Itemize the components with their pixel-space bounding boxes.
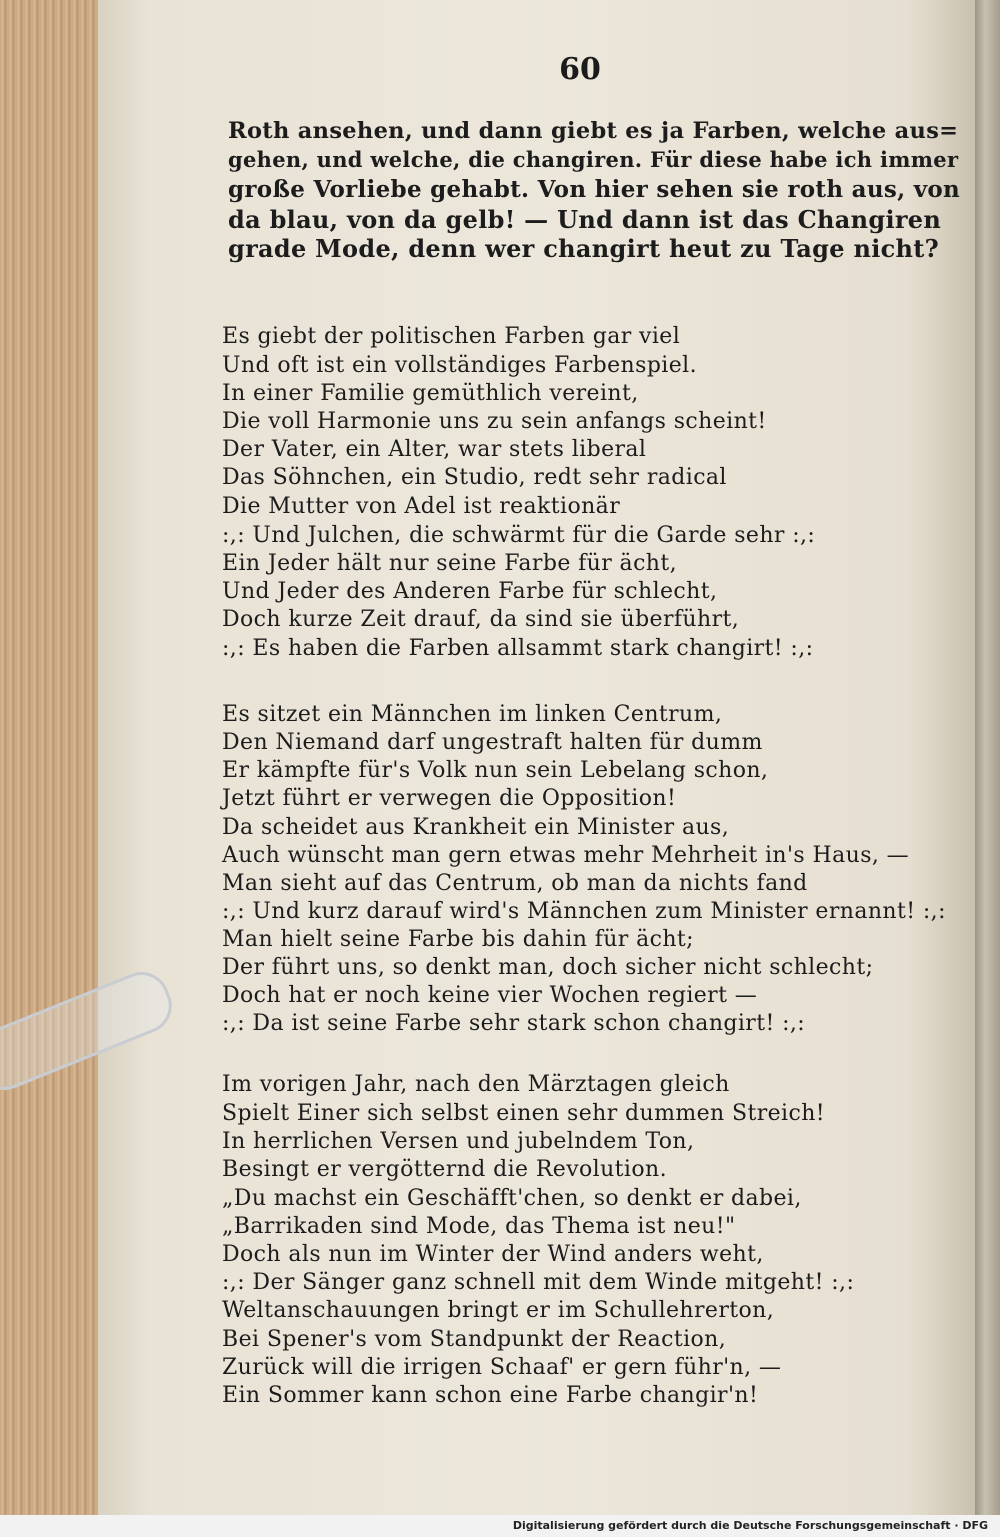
verse-line: Jetzt führt er verwegen die Opposition! (222, 786, 677, 811)
verse-line: In herrlichen Versen und jubelndem Ton, (222, 1129, 695, 1154)
prose-line: grade Mode, denn wer changirt heut zu Tage nicht? (228, 234, 940, 263)
verse-line: Weltanschauungen bringt er im Schullehrerton, (222, 1298, 775, 1323)
verse-line: Und Jeder des Anderen Farbe für schlecht, (222, 579, 718, 604)
prose-line: Roth ansehen, und dann giebt es ja Farben, welche aus= (228, 118, 959, 144)
verse-line: In einer Familie gemüthlich vereint, (222, 381, 639, 406)
verse-line: Doch hat er noch keine vier Wochen regiert — (222, 983, 758, 1008)
page-number: 60 (559, 52, 601, 87)
prose-line: große Vorliebe gehabt. Von hier sehen sie roth aus, von (228, 176, 961, 203)
verse-line: Das Söhnchen, ein Studio, redt sehr radical (222, 465, 727, 490)
verse-line: Ein Jeder hält nur seine Farbe für ächt, (222, 551, 678, 576)
verse-line: Man sieht auf das Centrum, ob man da nichts fand (222, 871, 808, 896)
prose-line: da blau, von da gelb! — Und dann ist das Changiren (228, 205, 942, 234)
verse-line: Spielt Einer sich selbst einen sehr dummen Streich! (222, 1101, 826, 1126)
verse-line: Es giebt der politischen Farben gar viel (222, 324, 681, 349)
page-edges (0, 0, 102, 1515)
verse-line: Im vorigen Jahr, nach den Märztagen gleich (222, 1072, 730, 1097)
verse-line: Da scheidet aus Krankheit ein Minister aus, (222, 815, 730, 840)
verse-line: Den Niemand darf ungestraft halten für dumm (222, 730, 763, 755)
verse-line: Ein Sommer kann schon eine Farbe changir'n! (222, 1383, 759, 1408)
verse-line: :,: Und kurz darauf wird's Männchen zum Minister ernannt! :,: (222, 899, 946, 924)
verse-line: Es sitzet ein Männchen im linken Centrum, (222, 702, 723, 727)
verse-line: Besingt er vergötternd die Revolution. (222, 1157, 667, 1182)
verse-line: :,: Da ist seine Farbe sehr stark schon changirt! :,: (222, 1011, 806, 1036)
verse-line: Doch als nun im Winter der Wind anders weht, (222, 1242, 764, 1267)
prose-line: gehen, und welche, die changiren. Für diese habe ich immer (228, 147, 959, 172)
verse-line: :,: Und Julchen, die schwärmt für die Garde sehr :,: (222, 523, 816, 548)
digitization-credit: Digitalisierung gefördert durch die Deutsche Forschungsgemeinschaft · DFG (512, 1519, 988, 1532)
verse-line: Auch wünscht man gern etwas mehr Mehrheit in's Haus, — (222, 843, 910, 868)
verse-line: :,: Es haben die Farben allsammt stark changirt! :,: (222, 636, 814, 661)
verse-line: „Barrikaden sind Mode, das Thema ist neu!" (222, 1214, 736, 1239)
verse-line: Und oft ist ein vollständiges Farbenspiel. (222, 353, 697, 378)
verse-line: Der Vater, ein Alter, war stets liberal (222, 437, 647, 462)
verse-line: :,: Der Sänger ganz schnell mit dem Winde mitgeht! :,: (222, 1270, 855, 1295)
verse-line: Man hielt seine Farbe bis dahin für ächt; (222, 927, 694, 952)
verse-line: Bei Spener's vom Standpunkt der Reaction, (222, 1327, 727, 1352)
verse-line: Doch kurze Zeit drauf, da sind sie überführt, (222, 607, 740, 632)
verse-line: Die voll Harmonie uns zu sein anfangs scheint! (222, 409, 767, 434)
verse-line: Zurück will die irrigen Schaaf' er gern führ'n, — (222, 1355, 782, 1380)
verse-line: Er kämpfte für's Volk nun sein Lebelang schon, (222, 758, 769, 783)
page-gutter (975, 0, 1000, 1515)
verse-line: Die Mutter von Adel ist reaktionär (222, 494, 621, 519)
verse-line: Der führt uns, so denkt man, doch sicher nicht schlecht; (222, 955, 874, 980)
verse-line: „Du machst ein Geschäfft'chen, so denkt er dabei, (222, 1186, 802, 1211)
